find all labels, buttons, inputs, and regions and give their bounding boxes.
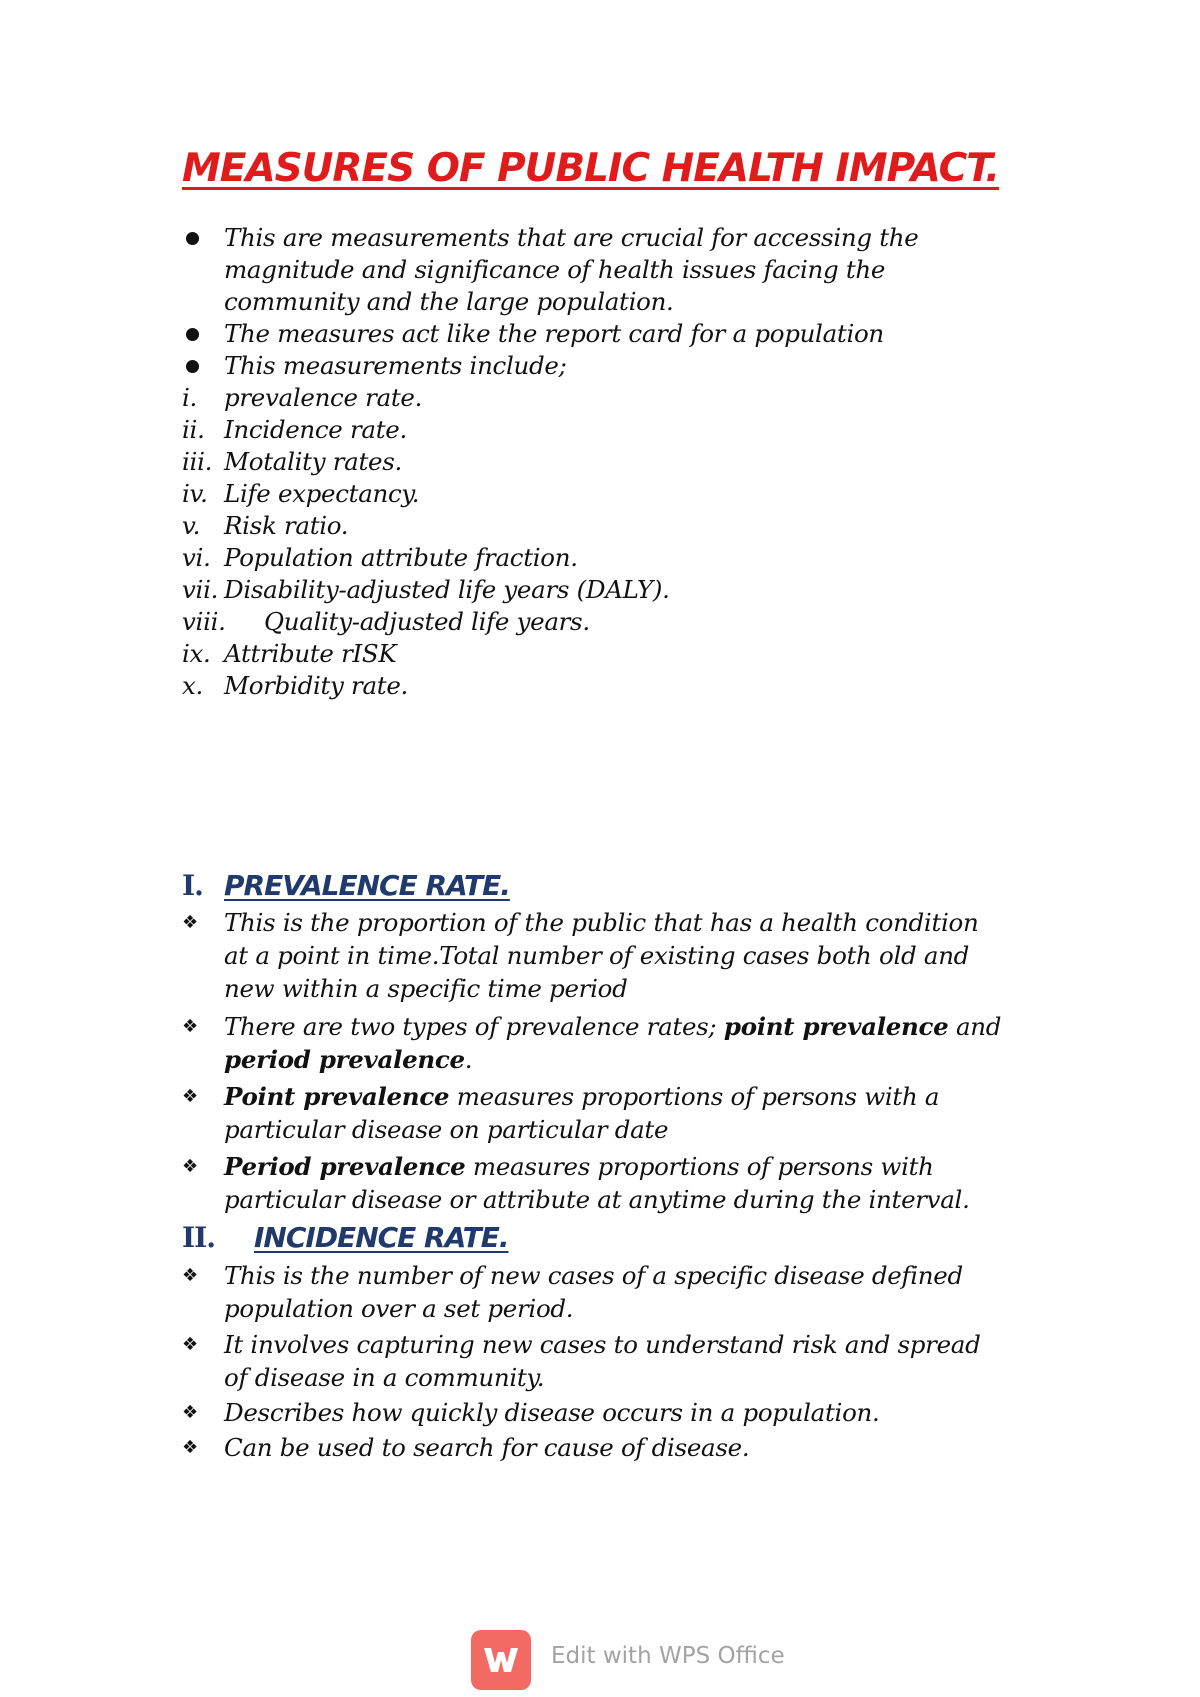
page-title: MEASURES OF PUBLIC HEALTH IMPACT. — [182, 146, 1000, 191]
diamond-bullet-icon: ❖ — [182, 1334, 198, 1355]
diamond-bullet-icon: ❖ — [182, 1437, 198, 1458]
diamond-bullet-icon: ❖ — [182, 1402, 198, 1423]
bullet-dot-icon — [182, 349, 222, 383]
diamond-bullet-icon: ❖ — [182, 1016, 198, 1037]
document-page: MEASURES OF PUBLIC HEALTH IMPACT. This are measurements that are crucial for accessing the magnitude and significance of health issues facing the community and the large population. The measures act like the report card for a population This measurements include; i. prevalence rate. ii. Incidence rate. iii. Motality rates. iv. Life expectancy. v. Risk ratio. vi. Population attribute fraction. vii. Disability-adjusted life years (DALY). viii. Quality-adjusted life years. ix. Attribute rISK x. Morbidity rate. I. PREVALENCE RATE. ❖ This is the proportion of the public that has a health condition at a point in time.Total number of existing cases both old and new within a specific time period ❖ There are two types of prevalence rates; point prevalence and period prevalence. ❖ Point prevalence measures proportions of persons with a particular disease on particular date ❖ Period prevalence measures proportions of persons with particular disease or attribute at anytime during the interval. II. INCIDENCE RATE. ❖ This is the number of new cases of a specific disease defined population over a set period. ❖ It involves capturing new cases to understand risk and spread of disease in a community. ❖ Describes how quickly disease occurs in a population. ❖ Can be used to search for cause of disease. Edit with WPS Office — [0, 0, 1200, 1697]
bullet-dot-icon — [182, 317, 222, 351]
diamond-bullet-icon: ❖ — [182, 1086, 198, 1107]
wps-logo-glyph — [471, 1630, 531, 1690]
diamond-bullet-icon: ❖ — [182, 1265, 198, 1286]
wps-edit-link[interactable]: Edit with WPS Office — [551, 1643, 785, 1669]
diamond-bullet-icon: ❖ — [182, 1156, 198, 1177]
wps-office-logo-icon[interactable] — [471, 1630, 531, 1690]
diamond-bullet-icon: ❖ — [182, 912, 198, 933]
bullet-dot-icon — [182, 221, 222, 255]
